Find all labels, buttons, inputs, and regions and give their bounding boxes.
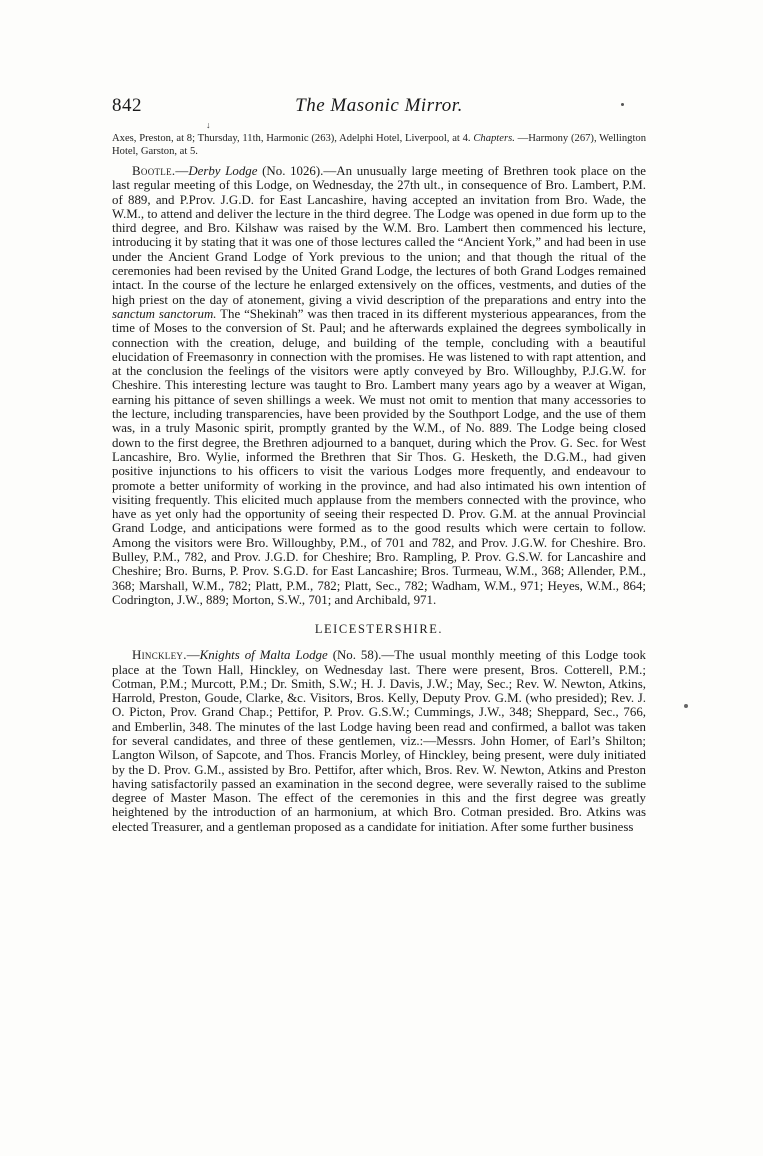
place-name-hinckley: Hinckley. <box>132 648 187 663</box>
text-column <box>112 95 646 834</box>
bootle-text: (No. 1026).—An unusually large meeting of Brethren took place on the last regular meeting of this Lodge, on Wednesday, the 27th ult., in consequence of Bro. Lambert, P.M. of 889, and P.Prov. J.G.D. for East Lancashire, having accepted an invitation from Bro. Wade, the W.M., to attend and deliver the lecture in the third degree. The Lodge was opened in due form up to the third degree, and Bro. Kilshaw was raised by the W.M. Bro. Lambert then commenced his lecture, introducing it by stating that it was one of those lectures called the “Ancient York,” and had been in use under the Ancient Grand Lodge of York previous to the union; and that though the ritual of the ceremonies had been revised by the United Grand Lodge, the lectures of both Grand Lodges remained intact. In the course of the lecture he enlarged extensively on the offices, vestments, and duties of the high priest on the day of atonement, giving a vivid description of the preparations and entry into the <box>112 164 646 307</box>
meetings-notice <box>112 133 646 158</box>
dash: — <box>175 164 189 178</box>
notice-text: Axes, Preston, at 8; Thursday, 11th, Harmonic (263), Adelphi Hotel, Liverpool, at 4. <box>112 133 471 144</box>
bootle-report <box>112 164 646 607</box>
bootle-text-continued: The “Shekinah” was then traced in its different mysterious appearances, from the time of Moses to the conversion of St. Paul; and he afterwards explained the degrees symbolically in connection with the creation, deluge, and building of the temple, concluding with a beautiful elucidation of Freemasonry in connection with the promises. He was listened to with rapt attention, and at the conclusion the feelings of the visitors were aptly conveyed by Bro. Willoughby, P.J.G.W. for Cheshire. This interesting lecture was taught to Bro. Lambert many years ago by a weaver at Wigan, earning his pittance of seven shillings a week. We must not omit to mention that many accessories to the lecture, including transparencies, have been provided by the Southport Lodge, and the use of them was, in a truly Masonic spirit, promptly granted by the W.M., of No. 889. The Lodge being closed down to the first degree, the Brethren adjourned to a banquet, during which the Prov. G. Sec. for West Lancashire, Bro. Wylie, informed the Brethren that Sir Thos. G. Hesketh, the D.G.M., had given positive injunctions to his officers to visit the various Lodges more frequently, and endeavour to promote a better uniformity of working in the province, and had also intimated his own intention of visiting frequently. This elicited much applause from the members connected with the province, who have as yet only had the opportunity of seeing their respected D. Prov. G.M. at the annual Provincial Grand Lodge, and anticipations were formed as to the good results which were certain to follow. Among the visitors were Bro. Willoughby, P.M., of 701 and 782, and Prov. J.G.W. for Cheshire. Bro. Bulley, P.M., 782, and Prov. J.G.D. for Cheshire; Bro. Rampling, P. Prov. G.S.W. for Lancashire and Cheshire; Bro. Burns, P. Prov. S.G.D. for East Lancashire; Bros. Turmeau, W.M., 368; Allender, P.M., 368; Marshall, W.M., 782; Platt, P.M., 782; Platt, Sec., 782; Wadham, W.M., 971; Heyes, W.M., 864; Codrington, J.W., 889; Morton, S.W., 701; and Archibald, 971. <box>112 306 646 607</box>
hinckley-text: (No. 58).—The usual monthly meeting of this Lodge took place at the Town Hall, Hinckley, on Wednesday last. There were present, Bros. Cotterell, P.M.; Cotman, P.M.; Murcott, P.M.; Dr. Smith, S.W.; H. J. Davis, J.W.; May, Sec.; Rev. W. Newton, Atkins, Harrold, Preston, Goude, Clarke, &c. Visitors, Bros. Kelly, Deputy Prov. G.M. (who presided); Rev. J. O. Picton, Prov. Grand Chap.; Pettifor, P. Prov. G.S.W.; Cummings, J.W., 348; Sheppard, Sec., 766, and Emberlin, 348. The minutes of the last Lodge having been read and confirmed, a ballot was taken for several candidates, and three of these gentlemen, viz.:—Messrs. John Homer, of Earl’s Shilton; Langton Wilson, of Sapcote, and Thos. Francis Morley, of Hinckley, being present, were duly initiated by the D. Prov. G.M., assisted by Bro. Pettifor, after which, Bros. Rev. W. Newton, Atkins and Preston having satisfactorily passed an examination in the second degree, were severally raised to the sublime degree of Master Mason. The effect of the ceremonies in this and the first degree was greatly heightened by the introduction of an harmonium, at which Bro. Cotman presided. Bro. Atkins was elected Treasurer, and a gentleman proposed as a candidate for initiation. After some further business <box>112 648 647 834</box>
sanctum-phrase: sanctum sanctorum. <box>112 306 217 321</box>
dash: — <box>186 648 200 663</box>
notice-text-continued: —Harmony (267), Wellington Hotel, Garston, at 5. <box>112 133 646 157</box>
place-name-bootle: Bootle. <box>132 164 176 178</box>
section-heading-leicestershire: LEICESTERSHIRE. <box>314 622 444 637</box>
page-number: 842 <box>112 95 142 116</box>
tick-mark: ↓ <box>206 120 211 130</box>
journal-title: The Masonic Mirror. <box>295 95 463 116</box>
chapters-label: Chapters. <box>473 133 515 144</box>
margin-speck <box>684 704 688 708</box>
lodge-name-derby: Derby Lodge <box>188 164 258 178</box>
lodge-name-knights-of-malta: Knights of Malta Lodge <box>199 648 328 663</box>
hinckley-report <box>112 648 646 834</box>
running-head <box>112 95 646 130</box>
ink-speck <box>621 103 624 106</box>
